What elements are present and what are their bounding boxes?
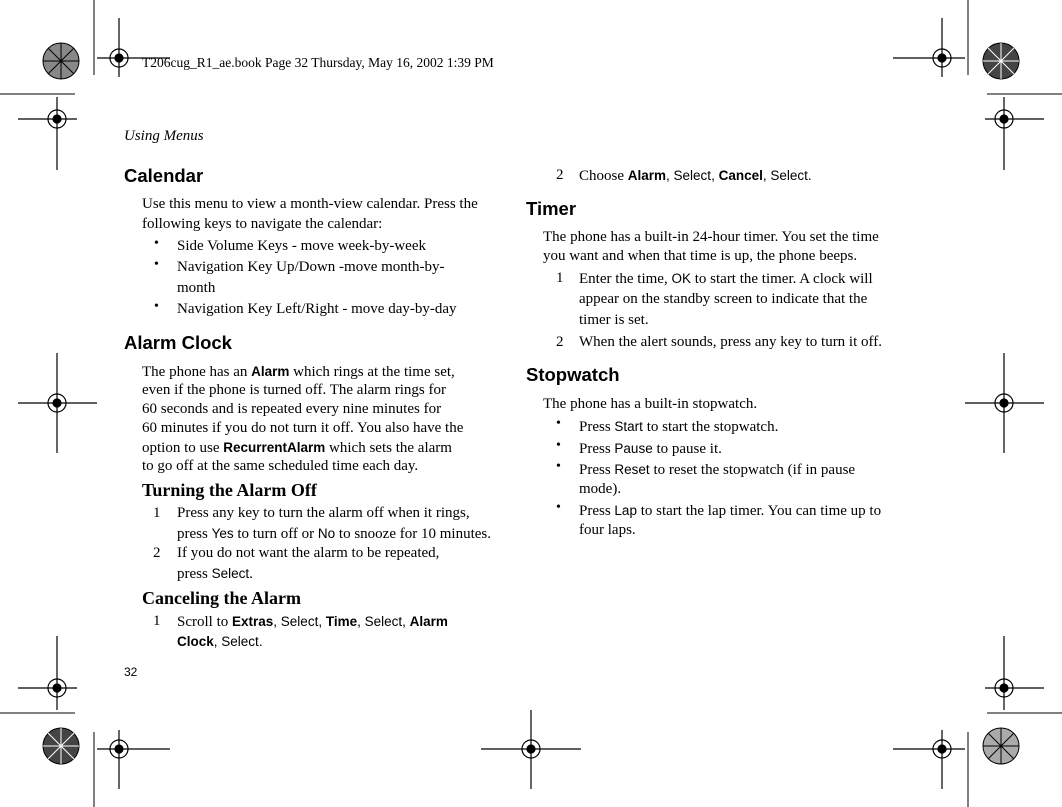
keyword: Extras bbox=[232, 614, 274, 629]
text: Press bbox=[579, 441, 615, 457]
step-number: 1 bbox=[153, 505, 161, 521]
text: . bbox=[807, 168, 812, 183]
text: option to use bbox=[142, 440, 224, 456]
timer-heading: Timer bbox=[526, 198, 577, 219]
bullet-icon: • bbox=[556, 438, 561, 453]
text: . bbox=[249, 566, 253, 582]
step-text bbox=[177, 631, 263, 653]
bullet-icon: • bbox=[556, 416, 561, 431]
step-text: Press any key to turn the alarm off when it rings, bbox=[177, 505, 470, 521]
text: to start the stopwatch. bbox=[642, 419, 779, 435]
keyword: No bbox=[317, 526, 336, 541]
text: Scroll to bbox=[177, 614, 232, 630]
keyword: Yes bbox=[211, 526, 234, 541]
text: , bbox=[666, 168, 674, 183]
bullet-icon: • bbox=[556, 459, 561, 474]
timer-paragraph: you want and when that time is up, the phone beeps. bbox=[543, 248, 858, 264]
keyword: Select bbox=[770, 168, 808, 183]
list-item: mode). bbox=[579, 481, 622, 497]
text: to turn off or bbox=[233, 526, 318, 542]
alarm-paragraph: to go off at the same scheduled time each day. bbox=[142, 458, 419, 474]
list-item bbox=[579, 500, 881, 522]
bullet-icon: • bbox=[154, 257, 159, 272]
step-number: 2 bbox=[153, 545, 161, 561]
text: press bbox=[177, 566, 212, 582]
step-text: timer is set. bbox=[579, 312, 649, 328]
bullet-icon: • bbox=[154, 236, 159, 251]
alarm-paragraph: 60 seconds and is repeated every nine minutes for bbox=[142, 401, 442, 417]
calendar-heading: Calendar bbox=[124, 165, 204, 186]
keyword: Alarm bbox=[409, 614, 448, 629]
keyword: Select bbox=[280, 614, 319, 629]
keyword: Lap bbox=[614, 503, 637, 518]
list-item bbox=[579, 438, 722, 460]
page-number: 32 bbox=[124, 665, 138, 679]
running-header: Using Menus bbox=[124, 128, 204, 144]
keyword: Select bbox=[221, 634, 259, 649]
step-text bbox=[579, 165, 812, 187]
alarm-clock-heading: Alarm Clock bbox=[124, 332, 232, 353]
keyword: Clock bbox=[177, 634, 214, 649]
keyword: Start bbox=[614, 419, 643, 434]
step-text bbox=[177, 523, 491, 545]
keyword: Select bbox=[673, 168, 712, 183]
alarm-paragraph: even if the phone is turned off. The alarm rings for bbox=[142, 382, 446, 398]
canceling-alarm-heading: Canceling the Alarm bbox=[142, 588, 301, 608]
list-item: Side Volume Keys - move week-by-week bbox=[177, 238, 426, 254]
text: , bbox=[318, 614, 326, 629]
keyword: Alarm bbox=[251, 364, 290, 379]
list-item: four laps. bbox=[579, 522, 636, 538]
text: , bbox=[357, 614, 365, 629]
keyword: Alarm bbox=[627, 168, 667, 183]
keyword: Select bbox=[364, 614, 403, 629]
text: , bbox=[402, 614, 410, 629]
bullet-icon: • bbox=[556, 500, 561, 515]
turning-alarm-off-heading: Turning the Alarm Off bbox=[142, 480, 317, 500]
list-item bbox=[579, 459, 855, 481]
keyword: Reset bbox=[614, 462, 650, 477]
step-text: appear on the standby screen to indicate that the bbox=[579, 291, 868, 307]
list-item: month bbox=[177, 280, 216, 296]
stopwatch-paragraph: The phone has a built-in stopwatch. bbox=[543, 396, 758, 412]
step-text: When the alert sounds, press any key to turn it off. bbox=[579, 334, 882, 350]
keyword: OK bbox=[671, 271, 691, 286]
keyword: Time bbox=[325, 614, 358, 629]
step-text: If you do not want the alarm to be repeated, bbox=[177, 545, 440, 561]
text: Press bbox=[579, 503, 615, 519]
text: . bbox=[258, 634, 263, 649]
text: to pause it. bbox=[652, 441, 722, 457]
keyword: RecurrentAlarm bbox=[223, 440, 326, 455]
keyword: Cancel bbox=[718, 168, 763, 183]
step-number: 1 bbox=[153, 613, 161, 629]
text: to start the timer. A clock will bbox=[690, 271, 873, 287]
stopwatch-heading: Stopwatch bbox=[526, 364, 620, 385]
text: to start the lap timer. You can time up to bbox=[636, 503, 882, 519]
text: to snooze for 10 minutes. bbox=[335, 526, 491, 542]
print-slug: T206cug_R1_ae.book Page 32 Thursday, May 16, 2002 1:39 PM bbox=[142, 55, 494, 70]
step-text bbox=[177, 611, 448, 633]
step-text bbox=[579, 268, 873, 290]
text: , bbox=[213, 634, 222, 649]
text: which rings at the time set, bbox=[289, 364, 455, 380]
calendar-intro: following keys to navigate the calendar: bbox=[142, 216, 383, 232]
text: Choose bbox=[579, 168, 628, 184]
text: press bbox=[177, 526, 212, 542]
text: , bbox=[273, 614, 281, 629]
text: , bbox=[762, 168, 771, 183]
text: Enter the time, bbox=[579, 271, 672, 287]
step-text bbox=[177, 563, 253, 585]
list-item: Navigation Key Up/Down -move month-by- bbox=[177, 259, 445, 275]
text: Press bbox=[579, 462, 615, 478]
text: to reset the stopwatch (if in pause bbox=[649, 462, 856, 478]
text: Press bbox=[579, 419, 615, 435]
list-item: Navigation Key Left/Right - move day-by-day bbox=[177, 301, 457, 317]
timer-paragraph: The phone has a built-in 24-hour timer. You set the time bbox=[543, 229, 879, 245]
step-number: 2 bbox=[556, 167, 564, 183]
alarm-paragraph: 60 minutes if you do not turn it off. You also have the bbox=[142, 420, 464, 436]
text: which sets the alarm bbox=[325, 440, 452, 456]
keyword: Select bbox=[211, 566, 250, 581]
keyword: Pause bbox=[614, 441, 653, 456]
list-item bbox=[579, 416, 778, 438]
text: , bbox=[711, 168, 719, 183]
text: The phone has an bbox=[142, 364, 252, 380]
bullet-icon: • bbox=[154, 299, 159, 314]
calendar-intro: Use this menu to view a month-view calendar. Press the bbox=[142, 196, 478, 212]
step-number: 2 bbox=[556, 334, 564, 350]
step-number: 1 bbox=[556, 270, 564, 286]
